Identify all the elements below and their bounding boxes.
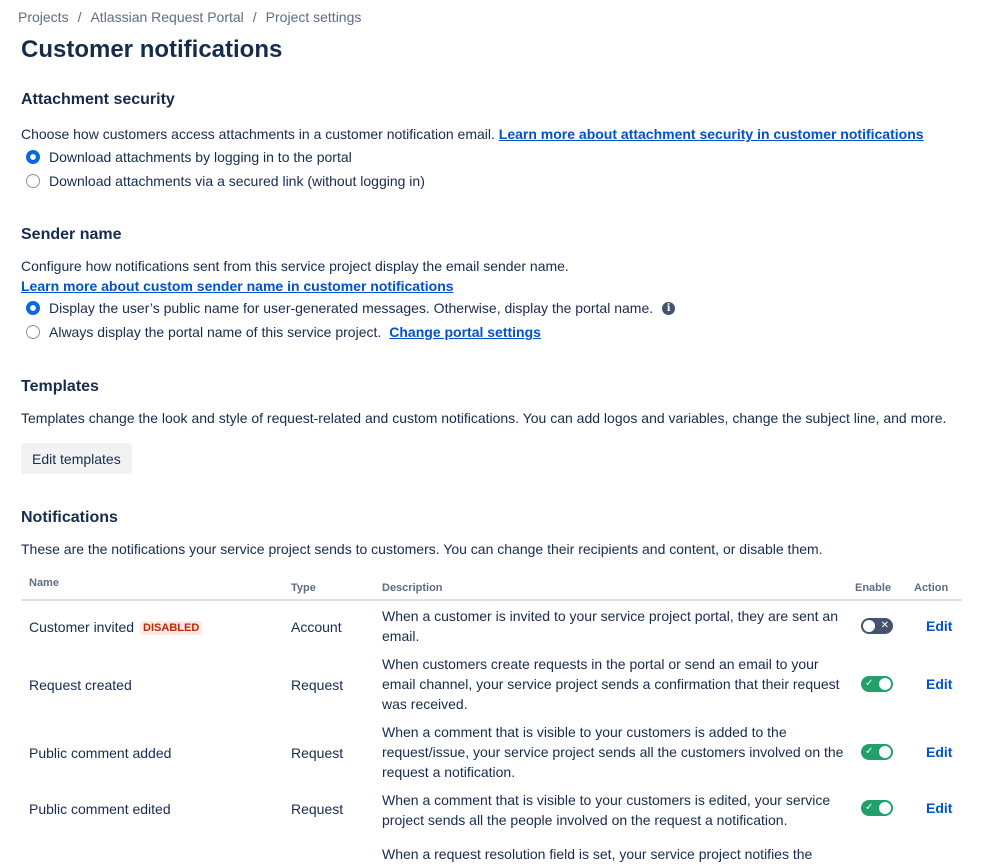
row-type: Account [291,619,342,635]
radio-checked-icon[interactable] [26,150,40,164]
attachment-option-portal[interactable] [26,149,352,165]
row-name [29,619,202,635]
page-title: Customer notifications [21,36,283,63]
edit-link[interactable]: Edit [926,676,953,692]
table-row [21,601,962,653]
row-type: Request [291,745,344,761]
attachment-security-learn-more-link[interactable]: Learn more about attachment security in customer notifications [498,126,924,142]
row-name: Public comment edited [29,801,171,817]
attachment-option-secured-link[interactable] [26,173,425,189]
toggle-on[interactable] [861,744,893,760]
sender-name-description: Configure how notifications sent from this service project display the email sender name. [21,258,569,274]
column-header-type[interactable]: Type [291,582,316,594]
sender-name-learn-more-link[interactable]: Learn more about custom sender name in customer notifications [21,278,454,294]
row-description: When a request resolution field is set, your service project notifies the [382,846,813,862]
toggle-on[interactable] [861,676,893,692]
row-name: Request created [29,677,132,693]
close-icon: ✕ [880,620,889,631]
templates-heading: Templates [21,378,99,395]
table-row [21,653,962,717]
row-description: When a comment that is visible to your customers is edited, your service project sends all the people involved on the request a notification. [382,792,831,828]
sender-name-heading: Sender name [21,226,122,243]
enable-toggle[interactable] [861,618,893,637]
enable-toggle[interactable] [861,744,893,763]
notifications-heading: Notifications [21,509,118,526]
sender-option-public-name-label: Display the user’s public name for user-generated messages. Otherwise, display the portal name. [49,300,654,316]
row-name-text: Customer invited [29,619,135,635]
info-icon[interactable]: i [662,302,675,315]
sender-name-learn-more-row [21,278,454,294]
templates-description: Templates change the look and style of request-related and custom notifications. You can add logos and variables, change the subject line, and more. [21,410,947,426]
disabled-badge: DISABLED [140,621,202,635]
edit-link[interactable]: Edit [926,618,953,634]
check-icon: ✓ [865,746,874,757]
enable-toggle[interactable] [861,800,893,819]
breadcrumb-separator: / [252,9,257,25]
column-header-action: Action [914,582,949,594]
table-row [21,782,962,828]
attachment-security-description [21,126,924,142]
breadcrumb-project-settings[interactable]: Project settings [265,9,362,25]
row-description: When a customer is invited to your service project portal, they are sent an email. [382,608,838,644]
change-portal-settings-link[interactable]: Change portal settings [389,324,541,340]
breadcrumb-projects[interactable]: Projects [18,9,69,25]
row-type: Request [291,801,344,817]
check-icon: ✓ [865,678,874,689]
notifications-description: These are the notifications your service project sends to customers. You can change their recipients and content, or disable them. [21,541,823,557]
radio-checked-icon[interactable] [26,301,40,315]
attachment-security-text: Choose how customers access attachments in a customer notification email. [21,126,495,142]
row-type: Request [291,677,344,693]
table-row [21,717,962,782]
row-description: When a comment that is visible to your customers is added to the request/issue, your service project sends all the customers involved on the request a notification. [382,724,844,780]
edit-templates-button[interactable]: Edit templates [21,443,132,474]
radio-unchecked-icon[interactable] [26,325,40,339]
attachment-security-heading: Attachment security [21,91,175,108]
edit-link[interactable]: Edit [926,744,953,760]
column-header-name[interactable]: Name [29,577,59,589]
breadcrumb-separator: / [77,9,82,25]
breadcrumb-project[interactable]: Atlassian Request Portal [90,9,244,25]
edit-link[interactable]: Edit [926,800,953,816]
enable-toggle[interactable] [861,676,893,695]
row-description: When customers create requests in the portal or send an email to your email channel, your service project sends a confirmation that their request was received. [382,656,840,712]
toggle-on[interactable] [861,800,893,816]
attachment-option-portal-label: Download attachments by logging in to the portal [49,149,352,165]
sender-option-portal-name[interactable] [26,324,541,340]
table-header [21,572,962,601]
table-row [21,828,962,868]
attachment-option-secured-link-label: Download attachments via a secured link (without logging in) [49,173,425,189]
breadcrumb [18,9,361,25]
column-header-enable: Enable [855,582,892,594]
sender-option-portal-name-label: Always display the portal name of this service project. [49,324,382,340]
notifications-table [21,572,962,868]
radio-unchecked-icon[interactable] [26,174,40,188]
row-name: Public comment added [29,745,172,761]
column-header-description[interactable]: Description [382,582,443,594]
check-icon: ✓ [865,802,874,813]
toggle-off[interactable] [861,618,893,634]
sender-option-public-name[interactable] [26,300,675,316]
